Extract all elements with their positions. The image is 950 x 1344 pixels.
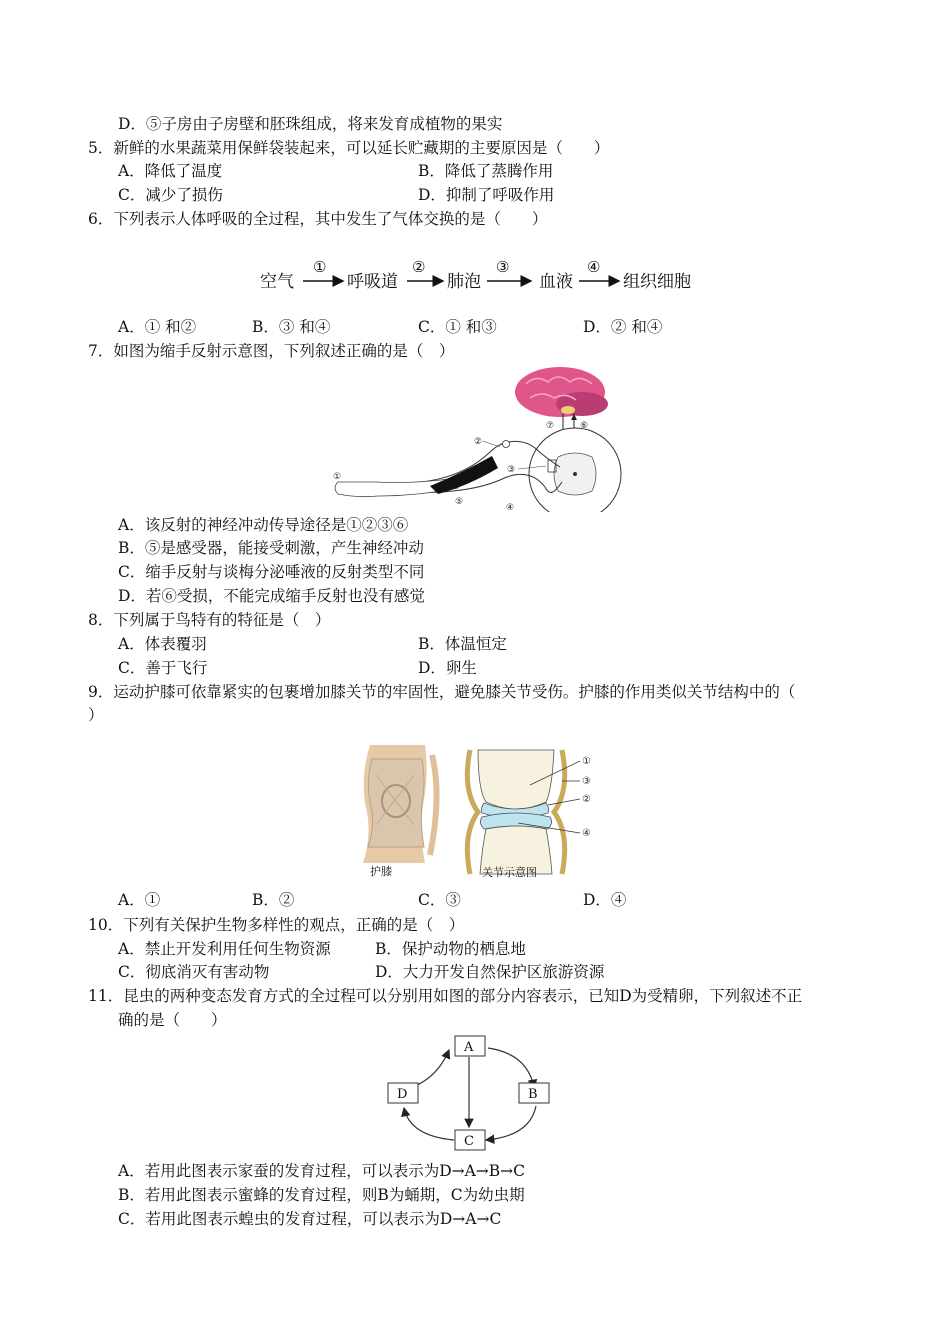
reflex-label-6: ⑥ <box>580 421 589 431</box>
q9-option-d: D．④ <box>583 891 627 909</box>
joint-label-1: ① <box>582 756 591 767</box>
reflex-label-7: ⑦ <box>546 421 555 431</box>
respiration-flow-diagram <box>255 252 705 302</box>
question-8: 8．下列属于鸟特有的特征是（ ） <box>88 611 331 629</box>
knee-pad-image <box>345 745 445 863</box>
arrow-c-to-d <box>404 1108 454 1140</box>
joint-diagram <box>467 750 564 874</box>
q4-option-d: D．⑤子房由子房壁和胚珠组成，将来发育成植物的果实 <box>118 115 503 133</box>
q9-option-a: A．① <box>118 891 161 909</box>
flow-step-2: ② <box>412 258 426 276</box>
q5-option-d: D．抑制了呼吸作用 <box>418 186 555 204</box>
question-11: 11．昆虫的两种变态发育方式的全过程可以分别用如图的部分内容表示，已知D为受精卵，下列叙述不正 <box>88 987 803 1005</box>
reflex-label-4: ④ <box>506 503 515 512</box>
arrow-b-to-c <box>486 1106 536 1140</box>
muscle <box>430 456 498 494</box>
q11-option-b: B．若用此图表示蜜蜂的发育过程，则B为蛹期，C为幼虫期 <box>118 1186 525 1204</box>
q5-option-c: C．减少了损伤 <box>118 186 223 204</box>
node-b: B <box>528 1087 538 1102</box>
q6-option-a: A．① 和② <box>118 318 197 336</box>
q7-option-c: C．缩手反射与谈梅分泌唾液的反射类型不同 <box>118 563 425 581</box>
knee-joint-figure <box>340 745 610 881</box>
joint-label-4: ④ <box>582 828 591 839</box>
q9-option-c: C．③ <box>418 891 461 909</box>
reflex-label-2: ② <box>474 437 483 447</box>
q11-option-c: C．若用此图表示蝗虫的发育过程，可以表示为D→A→C <box>118 1210 502 1228</box>
flow-node-alveoli: 肺泡 <box>447 272 481 292</box>
brain-icon <box>515 367 608 417</box>
q8-option-d: D．卵生 <box>418 659 477 677</box>
q5-option-a: A．降低了温度 <box>118 162 223 180</box>
node-c: C <box>464 1134 474 1149</box>
node-a: A <box>464 1040 474 1055</box>
question-7: 7．如图为缩手反射示意图，下列叙述正确的是（ ） <box>88 342 455 360</box>
flow-node-airway: 呼吸道 <box>347 272 398 292</box>
q10-option-d: D．大力开发自然保护区旅游资源 <box>375 963 605 981</box>
insect-development-cycle-diagram <box>380 1030 560 1155</box>
q7-option-b: B．⑤是感受器，能接受刺激，产生神经冲动 <box>118 539 424 557</box>
q5-option-b: B．降低了蒸腾作用 <box>418 162 554 180</box>
flow-step-3: ③ <box>496 258 510 276</box>
reflex-label-1: ① <box>333 472 342 482</box>
arrow-a-to-b <box>488 1048 534 1088</box>
knee-pad-caption: 护膝 <box>370 865 392 878</box>
q9-option-b: B．② <box>252 891 295 909</box>
question-9-continued: ） <box>88 706 104 724</box>
question-9: 9．运动护膝可依靠紧实的包裹增加膝关节的牢固性，避免膝关节受伤。护膝的作用类似关节结构中的（ <box>88 683 796 701</box>
q7-option-d: D．若⑥受损，不能完成缩手反射也没有感觉 <box>118 587 425 605</box>
joint-diagram-caption: 关节示意图 <box>482 866 537 879</box>
joint-label-2: ② <box>582 794 591 805</box>
question-6: 6．下列表示人体呼吸的全过程，其中发生了气体交换的是（ ） <box>88 210 548 228</box>
q6-option-b: B．③ 和④ <box>252 318 331 336</box>
node-d: D <box>397 1087 408 1102</box>
flow-step-1: ① <box>313 258 327 276</box>
q10-option-c: C．彻底消灭有害动物 <box>118 963 270 981</box>
q11-option-a: A．若用此图表示家蚕的发育过程，可以表示为D→A→B→C <box>118 1162 526 1180</box>
flow-node-blood: 血液 <box>539 272 573 292</box>
question-11-continued: 确的是（ ） <box>118 1011 227 1029</box>
reflex-label-5: ⑤ <box>455 497 464 507</box>
flow-step-4: ④ <box>587 258 601 276</box>
joint-label-3: ③ <box>582 776 591 787</box>
q8-option-a: A．体表覆羽 <box>118 635 207 653</box>
flow-node-air: 空气 <box>260 272 294 292</box>
q6-option-c: C．① 和③ <box>418 318 497 336</box>
flow-node-tissue-cells: 组织细胞 <box>623 272 691 292</box>
reflex-arc-diagram <box>330 362 630 512</box>
question-5: 5．新鲜的水果蔬菜用保鲜袋装起来，可以延长贮藏期的主要原因是（ ） <box>88 139 610 157</box>
reflex-label-3: ③ <box>507 465 516 475</box>
q8-option-c: C．善于飞行 <box>118 659 208 677</box>
q10-option-a: A．禁止开发利用任何生物资源 <box>118 940 331 958</box>
q7-option-a: A．该反射的神经冲动传导途径是①②③⑥ <box>118 516 409 534</box>
question-10: 10．下列有关保护生物多样性的观点，正确的是（ ） <box>88 916 465 934</box>
q10-option-b: B．保护动物的栖息地 <box>375 940 526 958</box>
q8-option-b: B．体温恒定 <box>418 635 507 653</box>
q6-option-d: D．② 和④ <box>583 318 663 336</box>
